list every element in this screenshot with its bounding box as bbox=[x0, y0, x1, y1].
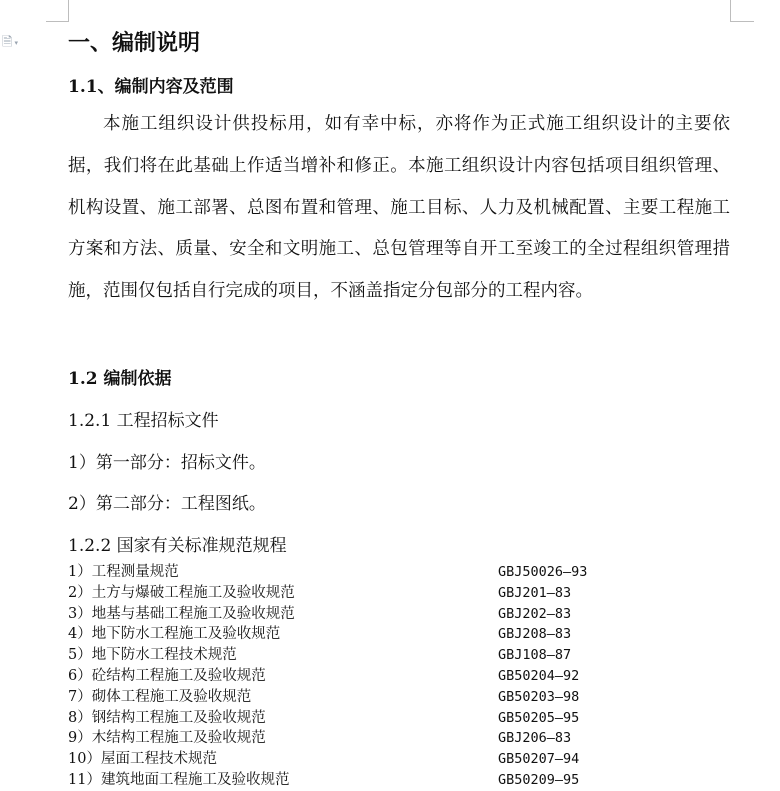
list-item bbox=[68, 749, 708, 770]
list-item bbox=[68, 770, 708, 791]
crop-mark-left-horizontal bbox=[46, 21, 69, 22]
standard-code: GB50204—92 bbox=[498, 667, 580, 684]
standard-code: GB50203—98 bbox=[498, 688, 580, 705]
subsection-1-2-2-heading: 1.2.2 国家有关标准规范规程 bbox=[68, 536, 287, 556]
dropdown-arrow-icon: ▾ bbox=[14, 38, 18, 47]
list-item bbox=[68, 562, 708, 583]
standard-code: GB50207—94 bbox=[498, 751, 580, 768]
list-item bbox=[68, 624, 708, 645]
list-item bbox=[68, 687, 708, 708]
list-item bbox=[68, 645, 708, 666]
crop-mark-left-vertical bbox=[68, 0, 69, 22]
standard-name: 9）木结构工程施工及验收规范 bbox=[68, 730, 266, 747]
section-1-1-heading: 1.1、编制内容及范围 bbox=[68, 77, 234, 97]
standard-code: GB50209—95 bbox=[498, 771, 580, 788]
standard-name: 10）屋面工程技术规范 bbox=[68, 751, 217, 768]
standard-name: 1）工程测量规范 bbox=[68, 564, 179, 580]
list-item bbox=[68, 666, 708, 687]
section-1-2-heading: 1.2 编制依据 bbox=[68, 369, 172, 389]
list-item bbox=[68, 728, 708, 749]
crop-mark-right-vertical bbox=[730, 0, 731, 22]
standard-code: GBJ206—83 bbox=[498, 730, 572, 747]
standard-name: 4）地下防水工程施工及验收规范 bbox=[68, 626, 281, 643]
standard-name: 8）钢结构工程施工及验收规范 bbox=[68, 709, 266, 726]
standard-code: GB50205—95 bbox=[498, 709, 580, 726]
standard-code: GBJ50026—93 bbox=[498, 564, 588, 580]
bid-doc-item: 1）第一部分：招标文件。 bbox=[68, 453, 266, 473]
crop-mark-right-horizontal bbox=[730, 21, 754, 22]
standard-name: 7）砌体工程施工及验收规范 bbox=[68, 688, 252, 705]
bid-doc-item: 2）第二部分：工程图纸。 bbox=[68, 494, 266, 514]
standards-list bbox=[68, 562, 708, 791]
standard-code: GBJ202—83 bbox=[498, 605, 572, 622]
standard-name: 2）土方与爆破工程施工及验收规范 bbox=[68, 584, 295, 601]
list-item bbox=[68, 604, 708, 625]
standard-name: 3）地基与基础工程施工及验收规范 bbox=[68, 605, 295, 622]
list-item bbox=[68, 708, 708, 729]
document-title: 一、编制说明 bbox=[68, 31, 201, 56]
standard-code: GBJ108—87 bbox=[498, 647, 572, 664]
standard-code: GBJ201—83 bbox=[498, 584, 572, 601]
section-1-1-paragraph: 本施工组织设计供投标用，如有幸中标，亦将作为正式施工组织设计的主要依据，我们将在此基础上作适当增补和修正。本施工组织设计内容包括项目组织管理、机构设置、施工部署、总图布置和管理、施工目标、人力及机械配置、主要工程施工方案和方法、质量、安全和文明施工、总包管理等自开工至竣工的全过程组织管理措施，范围仅包括自行完成的项目，不涵盖指定分包部分的工程内容。 bbox=[68, 114, 730, 302]
standard-name: 5）地下防水工程技术规范 bbox=[68, 647, 237, 664]
standard-name: 6）砼结构工程施工及验收规范 bbox=[68, 667, 266, 684]
standard-name: 11）建筑地面工程施工及验收规范 bbox=[68, 771, 290, 788]
document-icon[interactable] bbox=[2, 33, 18, 55]
standard-code: GBJ208—83 bbox=[498, 626, 572, 643]
list-item bbox=[68, 583, 708, 604]
subsection-1-2-1-heading: 1.2.1 工程招标文件 bbox=[68, 411, 219, 431]
document-glyph-icon: 🗎 bbox=[2, 35, 13, 50]
